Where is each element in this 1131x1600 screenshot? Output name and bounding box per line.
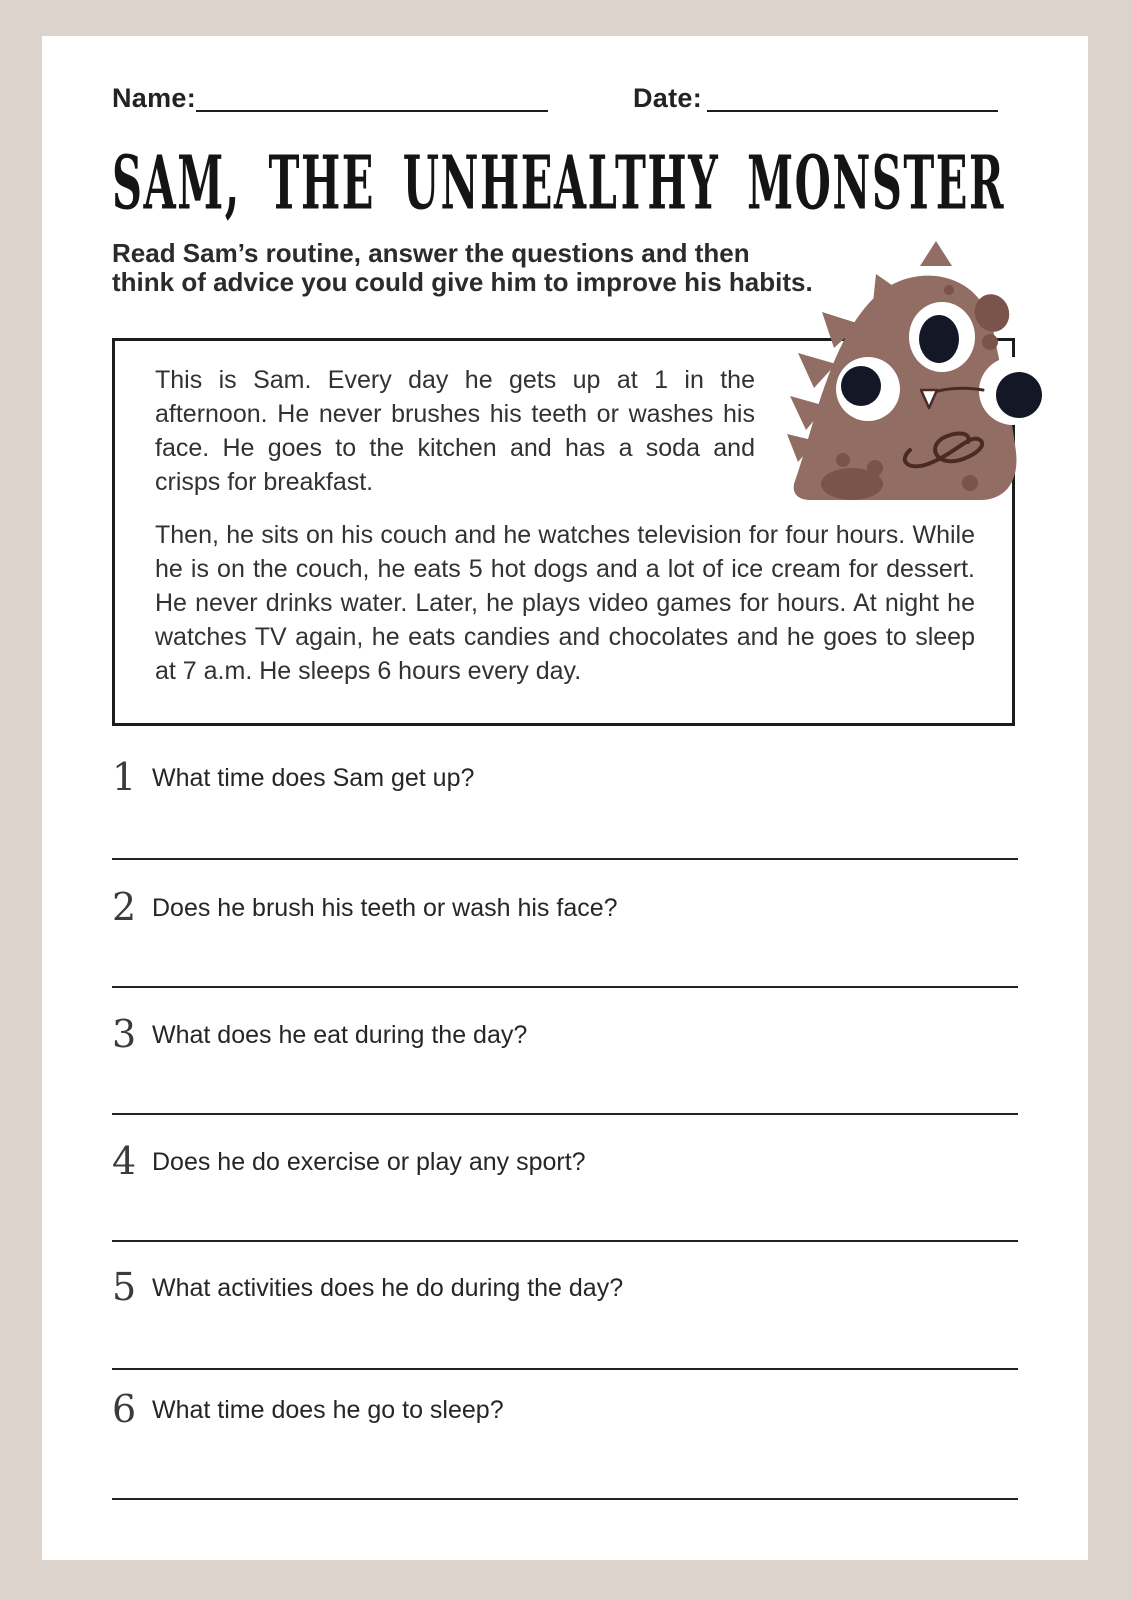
question-number: 5: [112, 1265, 137, 1309]
question-number: 2: [112, 885, 137, 929]
question-number: 4: [112, 1139, 137, 1183]
instructions-line1: Read Sam’s routine, answer the questions and then: [112, 238, 750, 268]
answer-line[interactable]: [112, 1368, 1018, 1370]
question-row: [112, 885, 1018, 929]
answer-line[interactable]: [112, 1240, 1018, 1242]
question-row: [112, 1387, 1018, 1431]
instructions-line2: think of advice you could give him to improve his habits.: [112, 267, 813, 297]
name-input-line[interactable]: [196, 110, 548, 112]
question-text: Does he do exercise or play any sport?: [152, 1148, 586, 1176]
question-text: What time does Sam get up?: [152, 764, 475, 792]
name-label: Name:: [112, 83, 197, 113]
monster-spike-icon: [920, 241, 952, 266]
question-text: Does he brush his teeth or wash his face?: [152, 894, 618, 922]
question-text: What does he eat during the day?: [152, 1021, 528, 1049]
monster-spot: [867, 460, 883, 476]
answer-line[interactable]: [112, 1498, 1018, 1500]
question-row: [112, 1265, 1018, 1309]
passage-paragraph-2: Then, he sits on his couch and he watches television for four hours. While he is on the couch, he eats 5 hot dogs and a lot of ice cream for dessert. He never drinks water. Later, he plays video games for hours. At night he watches TV again, he eats candies and chocolates and he goes to sleep at 7 a.m. He sleeps 6 hours every day.: [155, 521, 975, 685]
question-text: What time does he go to sleep?: [152, 1396, 504, 1424]
monster-spot: [836, 453, 850, 467]
instructions: [112, 239, 813, 297]
monster-pupil-left: [841, 366, 881, 406]
passage-paragraph-1: This is Sam. Every day he gets up at 1 in the afternoon. He never brushes his teeth or washes his face. He goes to the kitchen and has a soda and crisps for breakfast.: [155, 366, 755, 496]
question-text: What activities does he do during the day?: [152, 1274, 624, 1302]
date-input-line[interactable]: [707, 110, 998, 112]
answer-line[interactable]: [112, 858, 1018, 860]
question-number: 1: [112, 755, 137, 799]
sam-monster-illustration: [786, 238, 1048, 503]
monster-spot: [982, 334, 998, 350]
answer-line[interactable]: [112, 986, 1018, 988]
question-row: [112, 1012, 1018, 1056]
question-number: 6: [112, 1387, 137, 1431]
monster-spot: [944, 285, 954, 295]
answer-line[interactable]: [112, 1113, 1018, 1115]
question-row: [112, 1139, 1018, 1183]
worksheet-title: SAM, THE UNHEALTHY MONSTER: [112, 140, 1006, 228]
date-label: Date:: [633, 83, 703, 113]
question-row: [112, 755, 1018, 799]
monster-pupil-center: [919, 315, 959, 363]
question-number: 3: [112, 1012, 137, 1056]
monster-spot: [962, 475, 978, 491]
monster-pupil-right: [996, 372, 1042, 418]
